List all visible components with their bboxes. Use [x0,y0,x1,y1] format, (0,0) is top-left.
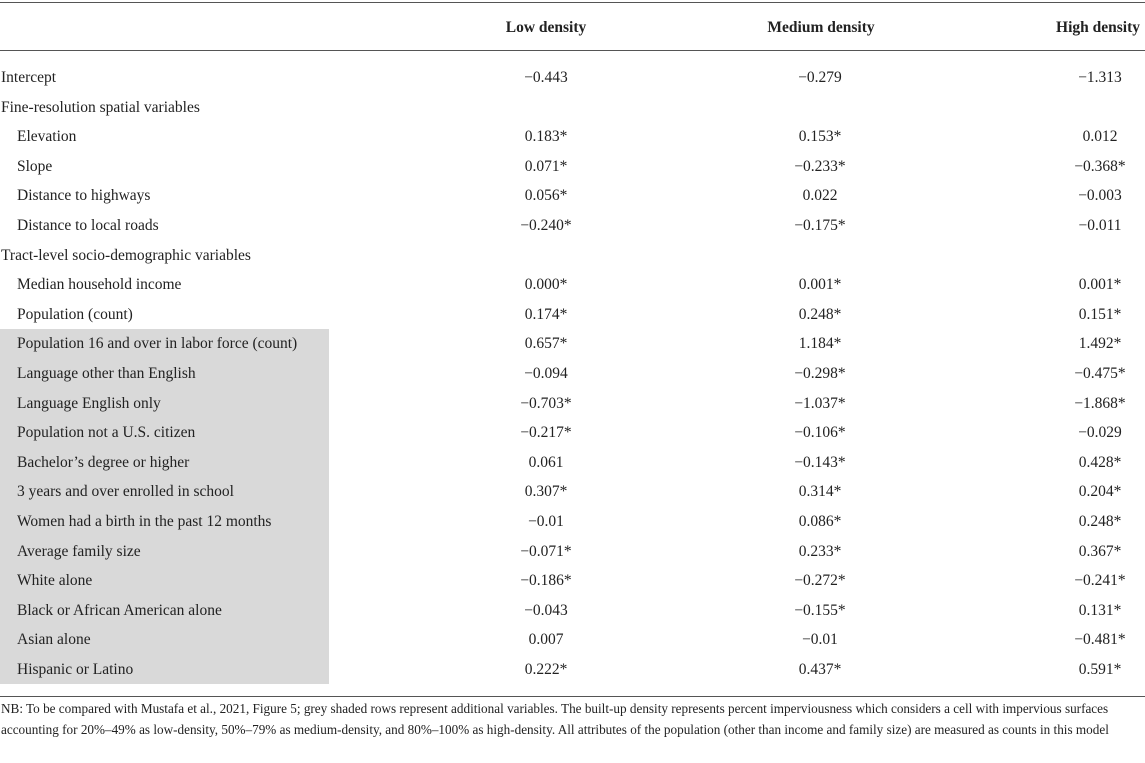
low-density-value: −0.071* [520,542,572,560]
table-top-rule [0,2,1145,3]
medium-density-value: 0.314* [798,483,842,501]
high-density-value: −0.241* [1074,572,1126,590]
low-density-value: 0.307* [524,483,568,501]
high-density-value: −1.313 [1078,69,1122,86]
medium-density-value: 0.022 [802,187,838,205]
row-label: Women had a birth in the past 12 months [0,507,329,537]
row-label: 3 years and over enrolled in school [0,477,329,507]
row-label: Language English only [0,389,329,419]
medium-density-value: −0.279 [798,69,842,86]
table-row [0,329,1145,359]
high-density-value: −0.368* [1074,157,1126,175]
medium-density-value: −0.298* [794,364,846,382]
table-row [0,448,1145,478]
row-label: White alone [0,566,329,596]
medium-density-value: 0.233* [798,542,842,560]
table-row [0,655,1145,685]
medium-density-value: −0.143* [794,453,846,471]
low-density-value: −0.043 [524,601,568,619]
medium-density-value: 0.153* [798,128,842,146]
low-density-value: 0.056* [524,187,568,205]
row-label: Fine-resolution spatial variables [1,98,200,116]
high-density-value: 0.131* [1078,601,1122,619]
medium-density-value: −0.233* [794,157,846,175]
high-density-value: 1.492* [1078,335,1122,353]
low-density-value: 0.174* [524,305,568,323]
row-label: Tract-level socio-demographic variables [1,246,251,264]
row-label: Average family size [0,537,329,567]
medium-density-value: −0.106* [794,424,846,442]
high-density-value: −0.029 [1078,424,1122,442]
table-row [0,152,1145,182]
table-bottom-rule [0,696,1145,697]
medium-density-value: 0.086* [798,512,842,530]
high-density-value: 0.591* [1078,660,1122,678]
medium-density-value: −0.01 [802,631,838,649]
table-row [0,507,1145,537]
table-row [0,359,1145,389]
low-density-value: −0.443 [524,69,568,86]
medium-density-value: −0.155* [794,601,846,619]
low-density-value: −0.240* [520,216,572,234]
high-density-value: 0.204* [1078,483,1122,501]
low-density-value: 0.222* [524,660,568,678]
row-label: Population 16 and over in labor force (count) [0,329,329,359]
table-row [0,596,1145,626]
medium-density-value: 0.437* [798,660,842,678]
row-label: Intercept [1,69,57,86]
medium-density-value: −1.037* [794,394,846,412]
table-row [0,63,1145,93]
row-label: Bachelor’s degree or higher [0,448,329,478]
row-label: Slope [17,157,53,175]
column-header-medium-density: Medium density [767,19,875,36]
high-density-value: 0.012 [1082,128,1118,146]
row-label: Language other than English [0,359,329,389]
high-density-value: 0.248* [1078,512,1122,530]
medium-density-value: 1.184* [798,335,842,353]
row-label: Asian alone [0,625,329,655]
high-density-value: −0.481* [1074,631,1126,649]
high-density-value: −0.011 [1078,216,1122,234]
medium-density-value: 0.001* [798,276,842,294]
high-density-value: 0.428* [1078,453,1122,471]
low-density-value: −0.01 [528,512,564,530]
row-label: Elevation [17,128,77,146]
table-body [0,63,1145,684]
low-density-value: 0.183* [524,128,568,146]
table-row [0,93,1145,123]
row-label: Distance to highways [17,187,151,205]
table-row [0,181,1145,211]
column-header-high-density: High density [1056,19,1140,36]
table-row [0,566,1145,596]
row-label: Distance to local roads [17,216,159,234]
table-row [0,241,1145,271]
table-footnote: NB: To be compared with Mustafa et al., 2021, Figure 5; grey shaded rows represent additional variables. The built-up density represents percent imperviousness which considers a cell with impervious surfaces accounting for 20%–49% as low-density, 50%–79% as medium-density, and 80%–100% as high-density. All attributes of the population (other than income and family size) are measured as counts in this model [1,701,1109,737]
table-row [0,122,1145,152]
row-label: Black or African American alone [0,596,329,626]
column-header-low-density: Low density [505,19,587,36]
low-density-value: 0.071* [524,157,568,175]
table-row [0,625,1145,655]
high-density-value: 0.001* [1078,276,1122,294]
low-density-value: 0.061 [528,453,564,471]
low-density-value: 0.657* [524,335,568,353]
low-density-value: 0.007 [528,631,564,649]
table-header-rule [0,50,1145,51]
row-label: Population not a U.S. citizen [0,418,329,448]
medium-density-value: −0.175* [794,216,846,234]
table-row [0,300,1145,330]
table-row [0,477,1145,507]
low-density-value: −0.217* [520,424,572,442]
low-density-value: −0.094 [524,364,568,382]
high-density-value: −1.868* [1074,394,1126,412]
low-density-value: −0.703* [520,394,572,412]
row-label: Hispanic or Latino [0,655,329,685]
row-label: Median household income [17,276,182,294]
high-density-value: −0.003 [1078,187,1122,205]
low-density-value: 0.000* [524,276,568,294]
row-label: Population (count) [17,305,133,323]
table-row [0,270,1145,300]
table-row [0,537,1145,567]
high-density-value: 0.367* [1078,542,1122,560]
high-density-value: −0.475* [1074,364,1126,382]
table-row [0,418,1145,448]
medium-density-value: 0.248* [798,305,842,323]
high-density-value: 0.151* [1078,305,1122,323]
medium-density-value: −0.272* [794,572,846,590]
low-density-value: −0.186* [520,572,572,590]
table-row [0,211,1145,241]
table-row [0,389,1145,419]
